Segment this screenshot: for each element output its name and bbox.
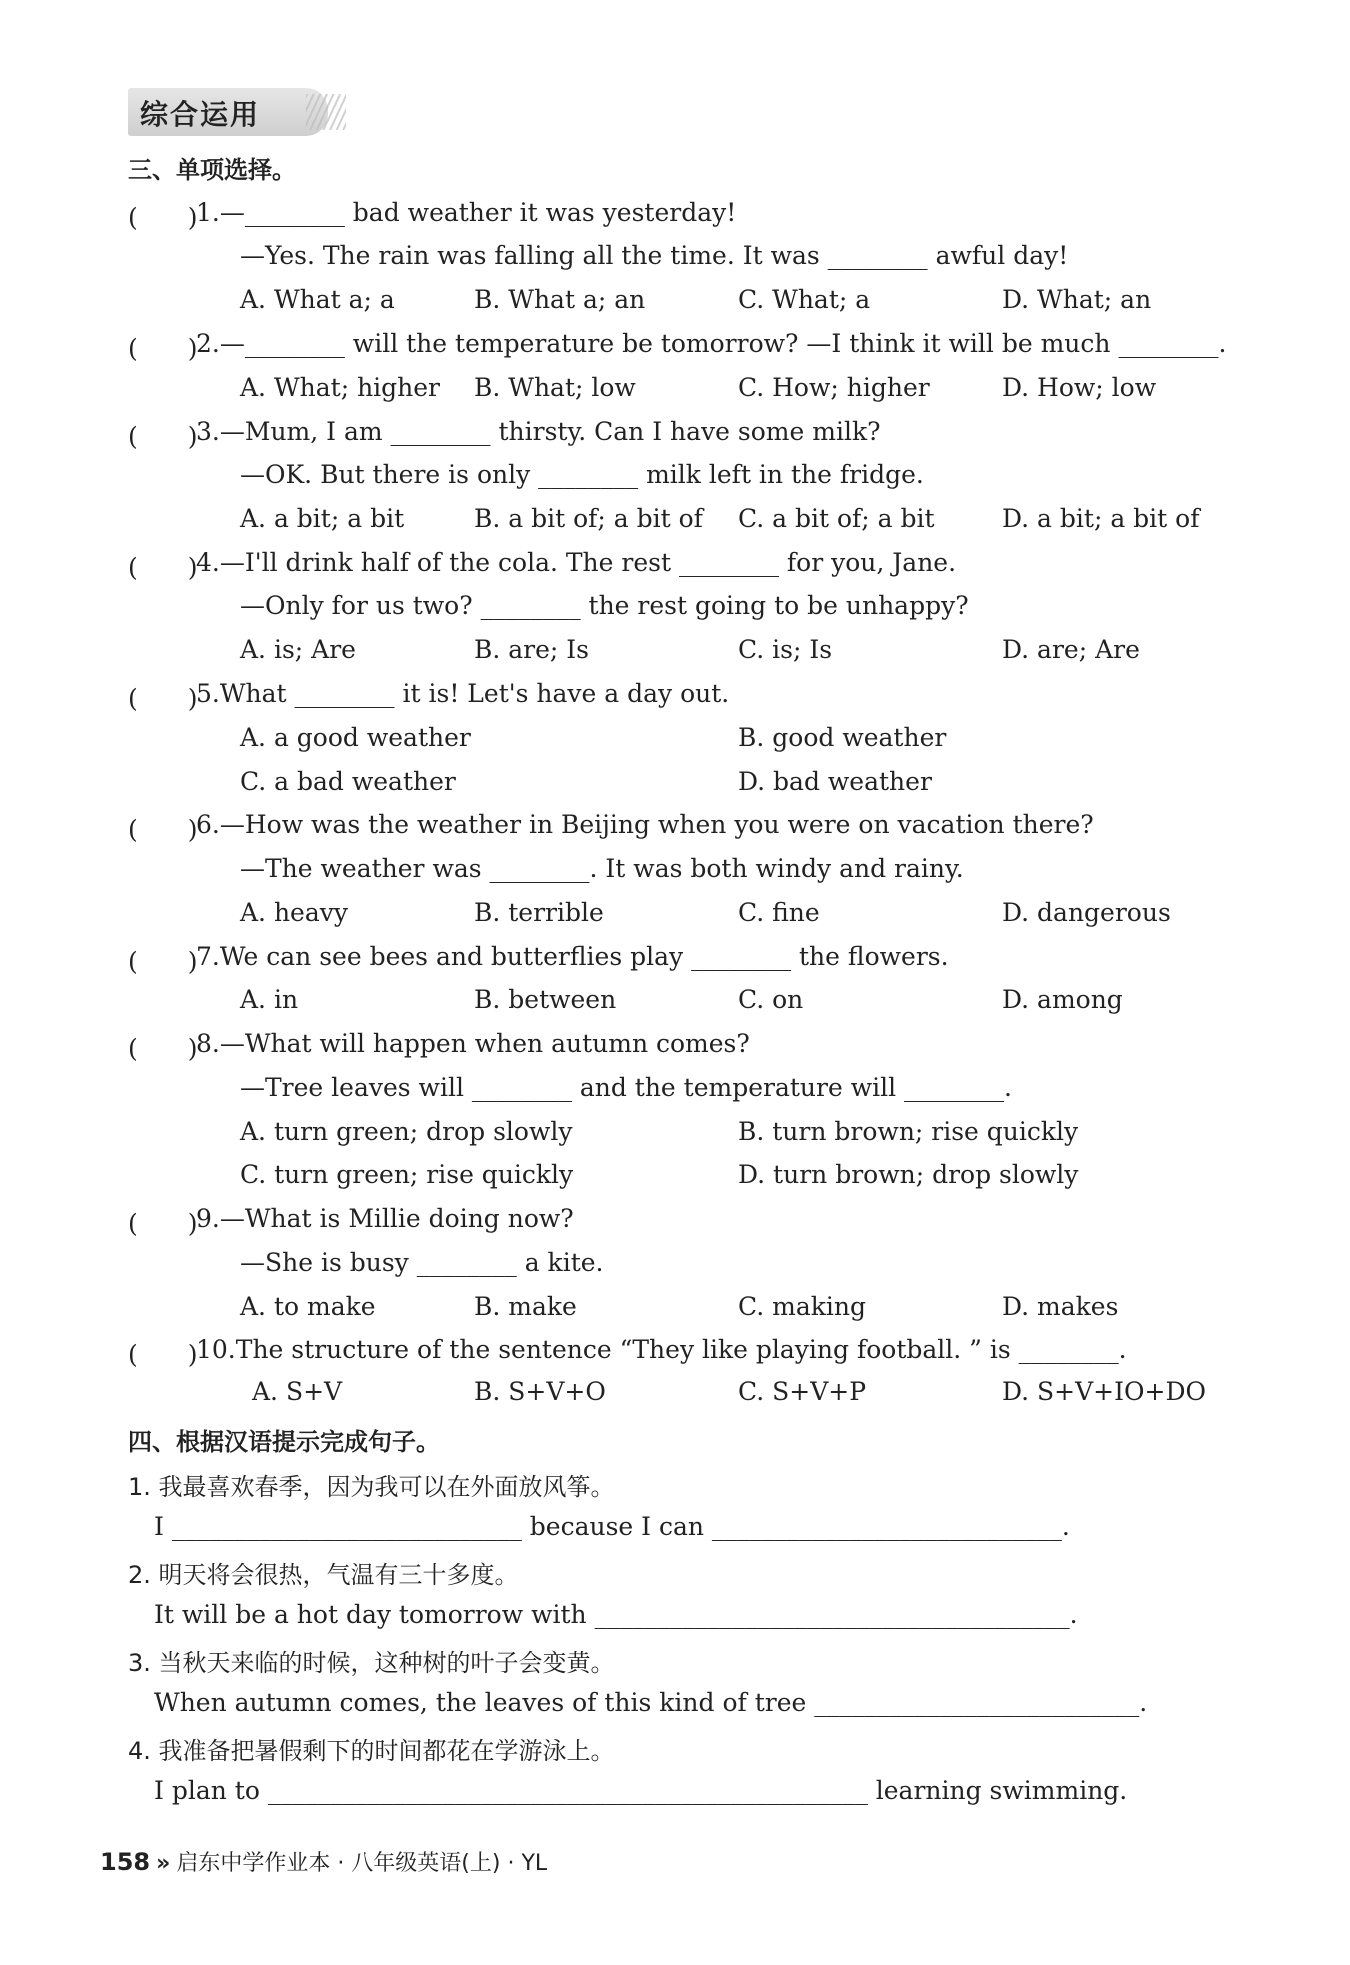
option: B. S+V+O (474, 1377, 606, 1406)
option: A. turn green; drop slowly (240, 1117, 573, 1146)
option: D. turn brown; drop slowly (738, 1160, 1079, 1189)
question-line: 3.—Mum, I am ________ thirsty. Can I have some milk? (196, 417, 881, 446)
page-footer (100, 1846, 547, 1877)
option: A. S+V (252, 1377, 343, 1406)
option: A. a bit; a bit (240, 504, 405, 533)
option: A. is; Are (240, 635, 356, 664)
option: B. good weather (738, 723, 947, 752)
question-line: 6.—How was the weather in Beijing when you were on vacation there? (196, 810, 1094, 839)
option: D. What; an (1002, 285, 1152, 314)
translation-prompt: 4. 我准备把暑假剩下的时间都花在学游泳上。 (128, 1737, 615, 1765)
translation-prompt: 1. 我最喜欢春季，因为我可以在外面放风筝。 (128, 1473, 615, 1501)
option: C. a bit of; a bit (738, 504, 935, 533)
question-line: 2.—________ will the temperature be tomorrow? —I think it will be much ________. (196, 329, 1227, 358)
option: B. a bit of; a bit of (474, 504, 703, 533)
question-line: 7.We can see bees and butterflies play ________ the flowers. (196, 942, 949, 971)
option: D. bad weather (738, 767, 932, 796)
option: A. to make (240, 1292, 376, 1321)
question-line: 5.What ________ it is! Let's have a day out. (196, 679, 730, 708)
answer-paren: ( ) (128, 1340, 198, 1369)
translation-prompt: 3. 当秋天来临的时候，这种树的叶子会变黄。 (128, 1649, 615, 1677)
translation-answer-line: When autumn comes, the leaves of this kind of tree __________________________. (154, 1688, 1148, 1717)
answer-paren: ( ) (128, 1209, 198, 1238)
option: C. fine (738, 898, 820, 927)
option: D. are; Are (1002, 635, 1140, 664)
question-line: —OK. But there is only ________ milk left in the fridge. (240, 460, 924, 489)
option: D. S+V+IO+DO (1002, 1377, 1206, 1406)
option: B. What a; an (474, 285, 646, 314)
question-line: 10.The structure of the sentence “They like playing football. ” is ________. (196, 1335, 1127, 1364)
option: B. What; low (474, 373, 636, 402)
translation-answer-line: I ____________________________ because I can ____________________________. (154, 1512, 1070, 1541)
option: B. are; Is (474, 635, 589, 664)
option: C. making (738, 1292, 866, 1321)
section-banner-text: 综合运用 (140, 98, 261, 131)
answer-paren: ( ) (128, 947, 198, 976)
option: C. a bad weather (240, 767, 456, 796)
option: A. What a; a (240, 285, 395, 314)
option: C. S+V+P (738, 1377, 867, 1406)
option: D. How; low (1002, 373, 1157, 402)
section-banner (128, 88, 328, 136)
answer-paren: ( ) (128, 1034, 198, 1063)
part3-heading: 三、单项选择。 (128, 156, 296, 184)
question-line: 4.—I'll drink half of the cola. The rest ________ for you, Jane. (196, 548, 957, 577)
option: C. What; a (738, 285, 871, 314)
answer-paren: ( ) (128, 815, 198, 844)
translation-answer-line: It will be a hot day tomorrow with ______________________________________. (154, 1600, 1078, 1629)
option: A. heavy (240, 898, 348, 927)
option: C. on (738, 985, 804, 1014)
option: A. What; higher (240, 373, 441, 402)
question-line: 8.—What will happen when autumn comes? (196, 1029, 750, 1058)
option: D. a bit; a bit of (1002, 504, 1200, 533)
option: B. make (474, 1292, 577, 1321)
option: C. turn green; rise quickly (240, 1160, 574, 1189)
answer-paren: ( ) (128, 422, 198, 451)
answer-paren: ( ) (128, 334, 198, 363)
option: A. in (240, 985, 299, 1014)
option: B. turn brown; rise quickly (738, 1117, 1079, 1146)
chevron-right-icon: » (156, 1851, 171, 1876)
option: D. among (1002, 985, 1123, 1014)
option: C. is; Is (738, 635, 833, 664)
page-number: 158 (100, 1848, 151, 1876)
option: B. terrible (474, 898, 604, 927)
question-line: —Only for us two? ________ the rest going to be unhappy? (240, 591, 969, 620)
option: D. dangerous (1002, 898, 1171, 927)
translation-answer-line: I plan to ________________________________________________ learning swimming. (154, 1776, 1128, 1805)
question-line: 1.—________ bad weather it was yesterday! (196, 198, 737, 227)
answer-paren: ( ) (128, 553, 198, 582)
question-line: —Yes. The rain was falling all the time. It was ________ awful day! (240, 241, 1069, 270)
part4-heading: 四、根据汉语提示完成句子。 (128, 1428, 440, 1456)
option: A. a good weather (240, 723, 471, 752)
question-line: —She is busy ________ a kite. (240, 1248, 604, 1277)
question-line: —Tree leaves will ________ and the temperature will ________. (240, 1073, 1012, 1102)
question-line: 9.—What is Millie doing now? (196, 1204, 574, 1233)
translation-prompt: 2. 明天将会很热，气温有三十多度。 (128, 1561, 519, 1589)
book-title: 启东中学作业本 · 八年级英语(上) · YL (176, 1851, 548, 1876)
answer-paren: ( ) (128, 684, 198, 713)
option: B. between (474, 985, 617, 1014)
option: C. How; higher (738, 373, 930, 402)
answer-paren: ( ) (128, 203, 198, 232)
option: D. makes (1002, 1292, 1119, 1321)
question-line: —The weather was ________. It was both windy and rainy. (240, 854, 964, 883)
